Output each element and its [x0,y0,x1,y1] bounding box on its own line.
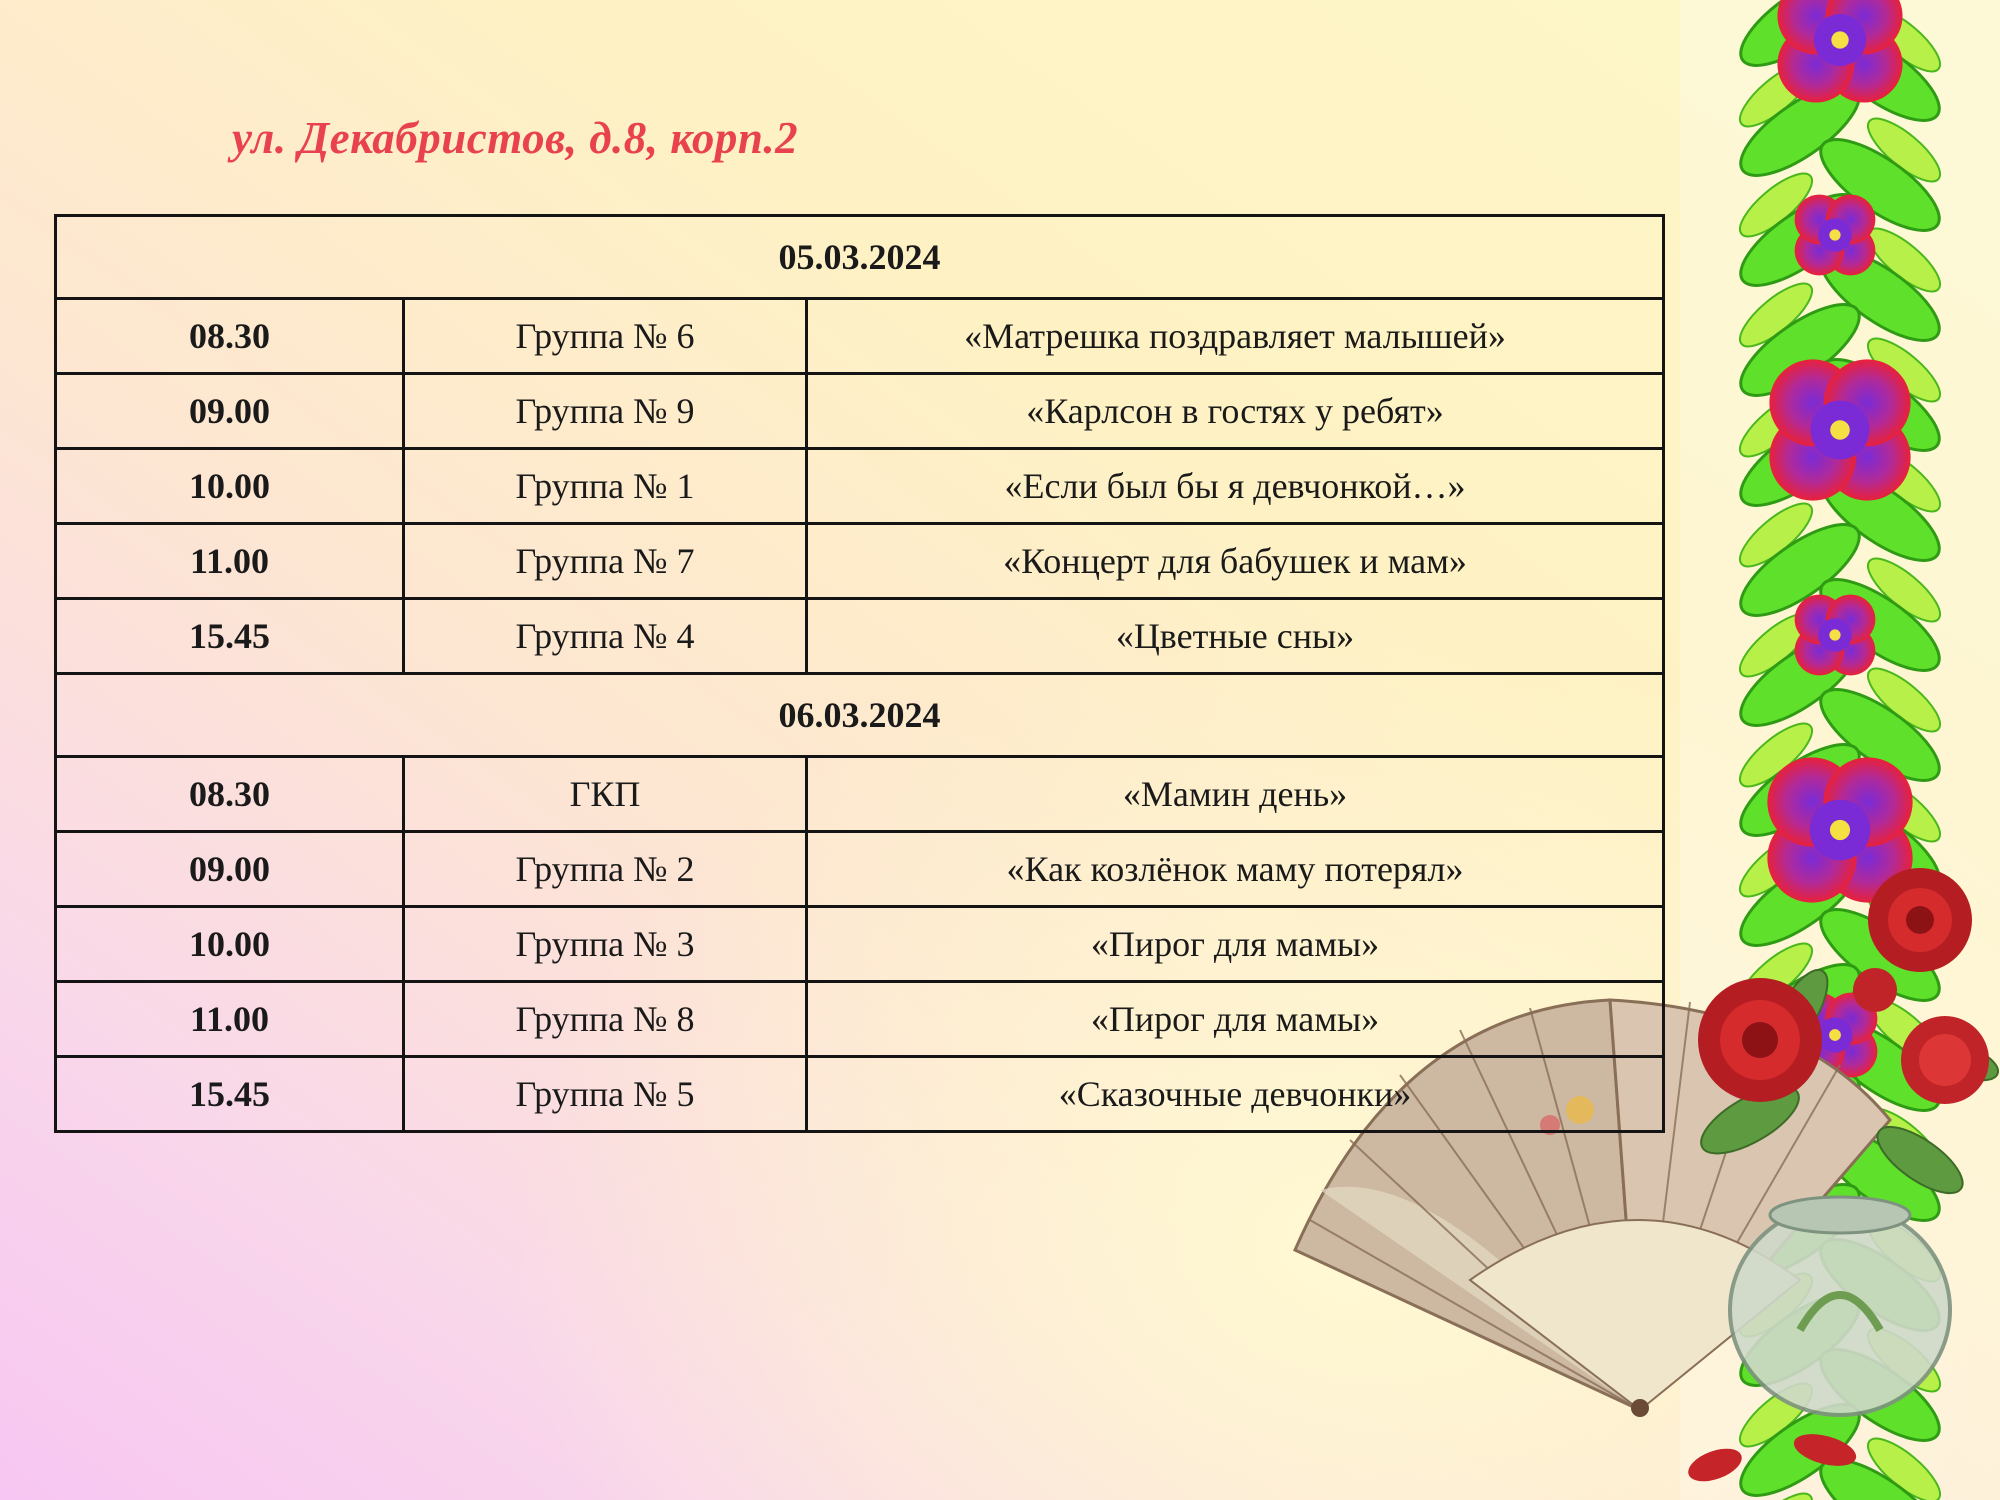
event-cell: «Цветные сны» [807,599,1664,674]
event-cell: «Мамин день» [807,757,1664,832]
table-row [56,374,1664,449]
table-row [56,982,1664,1057]
group-cell: Группа № 6 [404,299,807,374]
time-cell: 08.30 [56,299,404,374]
address-title: ул. Декабристов, д.8, корп.2 [232,113,799,163]
time-cell: 09.00 [56,832,404,907]
table-row [56,599,1664,674]
time-cell: 15.45 [56,599,404,674]
time-cell: 11.00 [56,524,404,599]
table-row [56,299,1664,374]
table-row [56,449,1664,524]
date-row [56,674,1664,757]
table-row [56,832,1664,907]
time-cell: 10.00 [56,449,404,524]
time-cell: 10.00 [56,907,404,982]
event-cell: «Карлсон в гостях у ребят» [807,374,1664,449]
group-cell: Группа № 9 [404,374,807,449]
event-cell: «Пирог для мамы» [807,907,1664,982]
group-cell: Группа № 2 [404,832,807,907]
group-cell: Группа № 3 [404,907,807,982]
table-row [56,1057,1664,1132]
table-row [56,907,1664,982]
date-row [56,216,1664,299]
event-cell: «Матрешка поздравляет малышей» [807,299,1664,374]
time-cell: 11.00 [56,982,404,1057]
date-cell: 05.03.2024 [56,216,1664,299]
schedule-table [54,214,1665,1133]
time-cell: 15.45 [56,1057,404,1132]
time-cell: 09.00 [56,374,404,449]
table-row [56,757,1664,832]
group-cell: Группа № 7 [404,524,807,599]
date-cell: 06.03.2024 [56,674,1664,757]
event-cell: «Сказочные девчонки» [807,1057,1664,1132]
group-cell: ГКП [404,757,807,832]
group-cell: Группа № 1 [404,449,807,524]
group-cell: Группа № 8 [404,982,807,1057]
event-cell: «Если был бы я девчонкой…» [807,449,1664,524]
time-cell: 08.30 [56,757,404,832]
event-cell: «Как козлёнок маму потерял» [807,832,1664,907]
event-cell: «Концерт для бабушек и мам» [807,524,1664,599]
event-cell: «Пирог для мамы» [807,982,1664,1057]
group-cell: Группа № 4 [404,599,807,674]
table-row [56,524,1664,599]
group-cell: Группа № 5 [404,1057,807,1132]
